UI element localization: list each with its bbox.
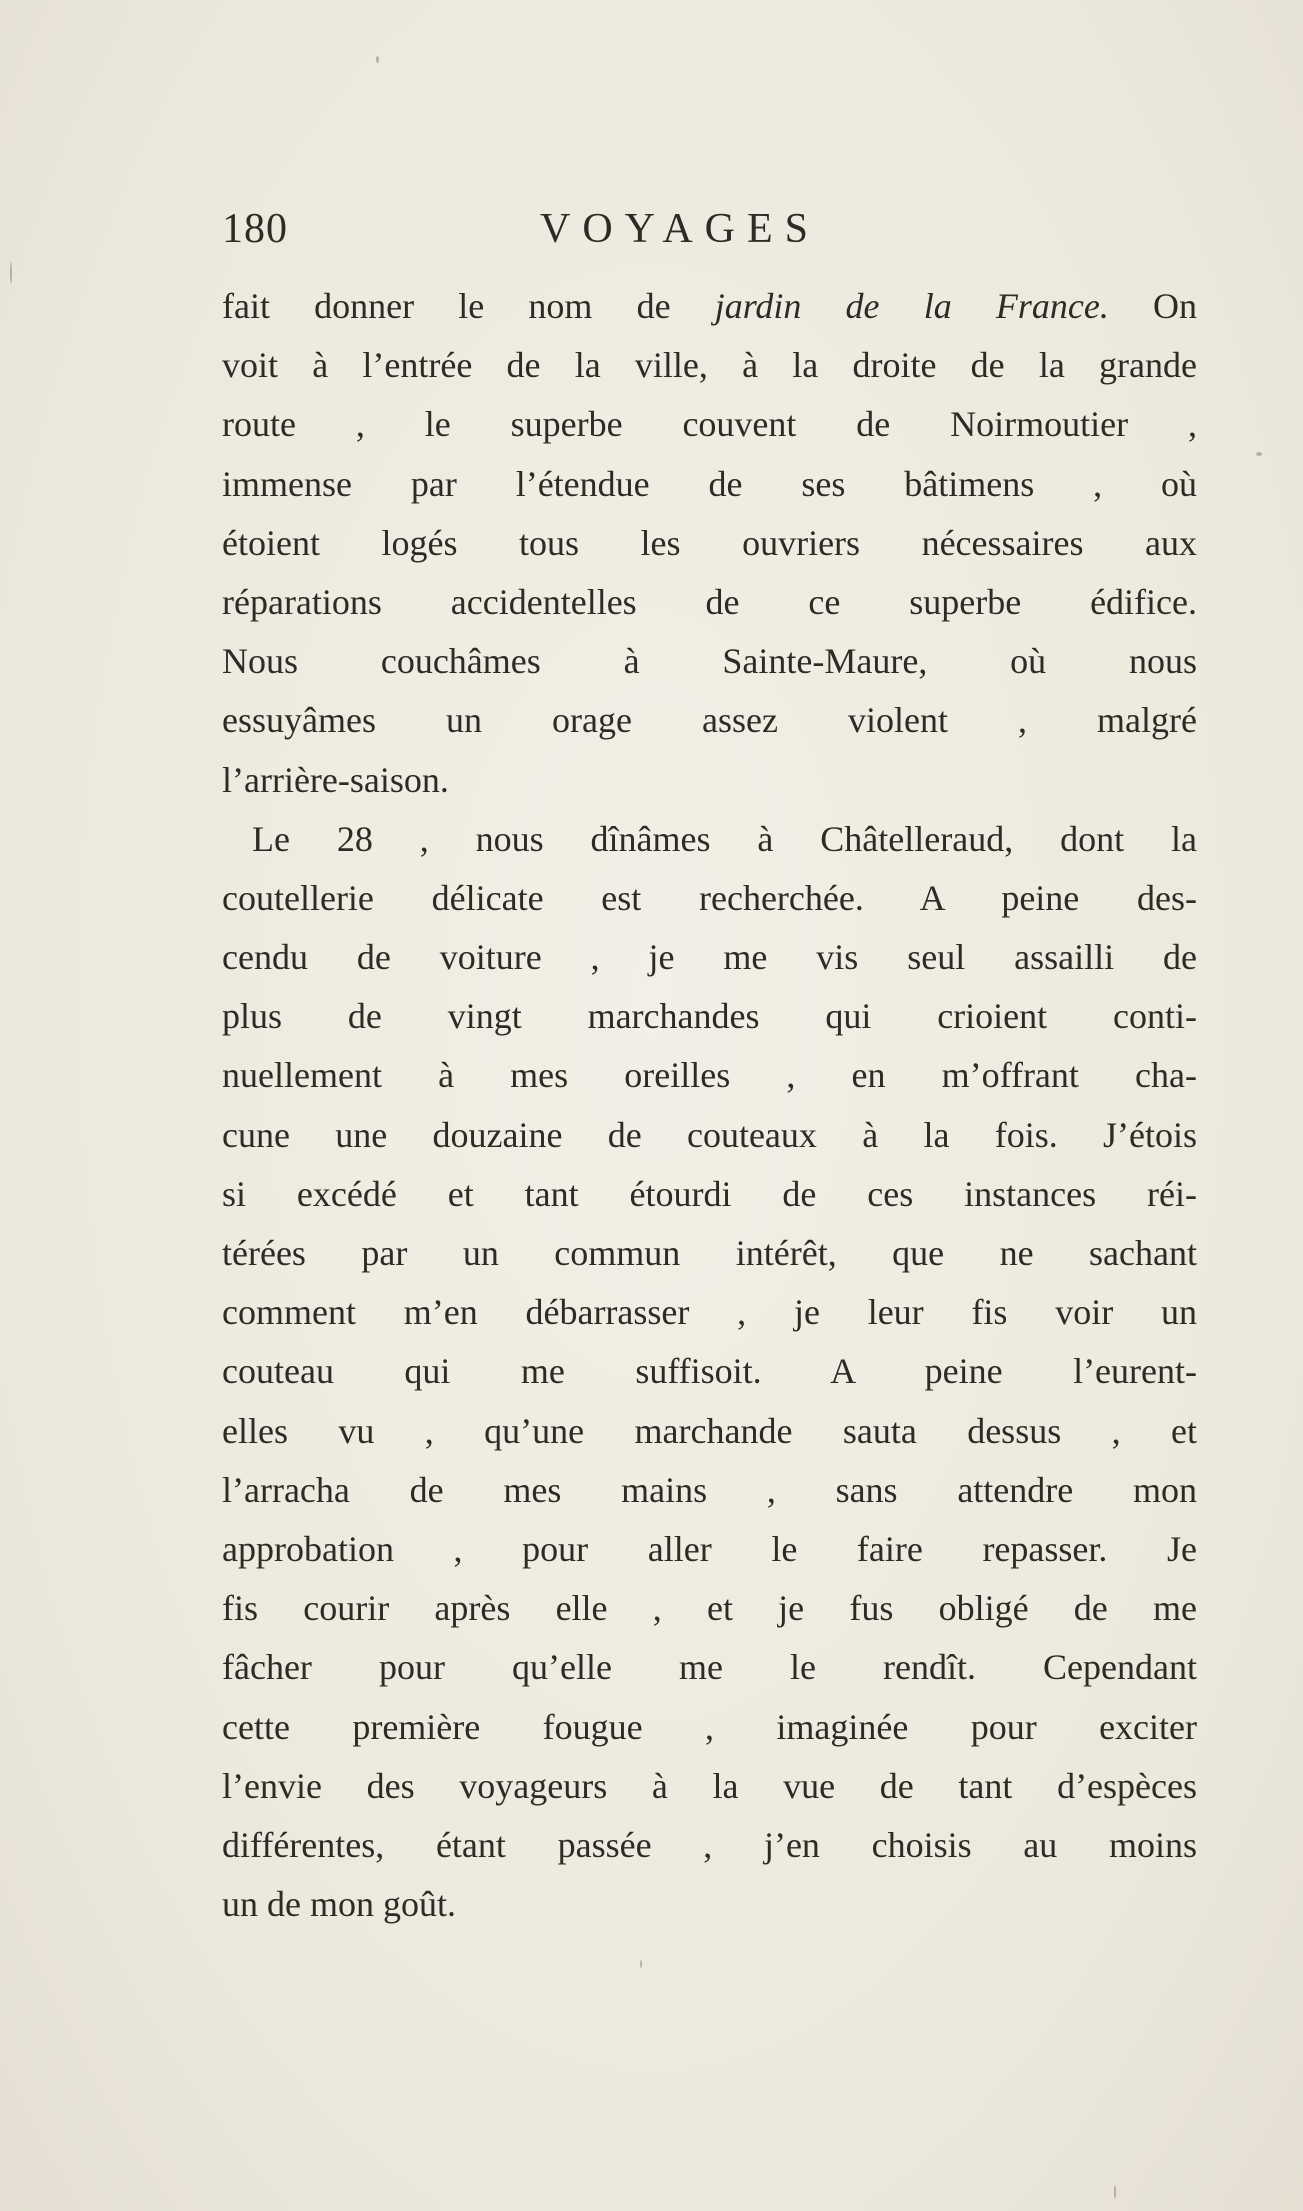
text-line: fâcher pour qu’elle me le rendît. Cependant <box>222 1647 1197 1688</box>
text-line: Nous couchâmes à Sainte-Maure, où nous <box>222 641 1197 682</box>
text-line: plus de vingt marchandes qui crioient conti- <box>222 996 1197 1037</box>
text-line: voit à l’entrée de la ville, à la droite de la grande <box>222 345 1197 386</box>
paragraph-start-line: Le 28 , nous dînâmes à Châtelleraud, dont la <box>252 818 1197 859</box>
text-line: comment m’en débarrasser , je leur fis voir un <box>222 1292 1197 1333</box>
page-header <box>222 200 1202 270</box>
text-line: cune une douzaine de couteaux à la fois. J’étois <box>222 1114 1197 1155</box>
text-line: térées par un commun intérêt, que ne sachant <box>222 1233 1197 1273</box>
text-line: coutellerie délicate est recherchée. A peine des- <box>222 877 1197 918</box>
text-line: fait donner le nom de jardin de la France. On <box>222 286 1197 326</box>
text-line: l’arracha de mes mains , sans attendre mon <box>222 1469 1197 1510</box>
paper-speck <box>1114 2185 1116 2199</box>
text-line: différentes, étant passée , j’en choisis au moins <box>222 1824 1197 1865</box>
text-line: si excédé et tant étourdi de ces instances réi- <box>222 1173 1197 1214</box>
text-line: elles vu , qu’une marchande sauta dessus , et <box>222 1410 1197 1451</box>
paper-speck <box>640 1960 642 1968</box>
text-line: étoient logés tous les ouvriers nécessaires aux <box>222 522 1197 563</box>
text-line: l’envie des voyageurs à la vue de tant d’espèces <box>222 1765 1197 1806</box>
text-line: cette première fougue , imaginée pour exciter <box>222 1706 1197 1747</box>
text-line: route , le superbe couvent de Noirmoutier , <box>222 404 1197 445</box>
paper-speck <box>1256 452 1262 456</box>
paragraph-end-line: un de mon goût. <box>222 1884 456 1925</box>
text-line: approbation , pour aller le faire repasser. Je <box>222 1528 1197 1569</box>
text-line: couteau qui me suffisoit. A peine l’eurent- <box>222 1351 1197 1392</box>
paper-speck <box>10 262 12 284</box>
body-text <box>222 277 1197 1934</box>
text-line: immense par l’étendue de ses bâtimens , où <box>222 463 1197 504</box>
page-number: 180 <box>222 206 288 252</box>
text-line: fis courir après elle , et je fus obligé de me <box>222 1588 1197 1629</box>
text-line: essuyâmes un orage assez violent , malgré <box>222 700 1197 741</box>
text-line: cendu de voiture , je me vis seul assailli de <box>222 937 1197 978</box>
italic-phrase: jardin de la France. <box>714 286 1109 326</box>
running-title: VOYAGES <box>540 206 821 252</box>
paragraph-end-line: l’arrière-saison. <box>222 759 449 800</box>
text-line: réparations accidentelles de ce superbe édifice. <box>222 581 1197 622</box>
paper-speck <box>376 56 379 63</box>
text-line: nuellement à mes oreilles , en m’offrant cha- <box>222 1055 1197 1096</box>
